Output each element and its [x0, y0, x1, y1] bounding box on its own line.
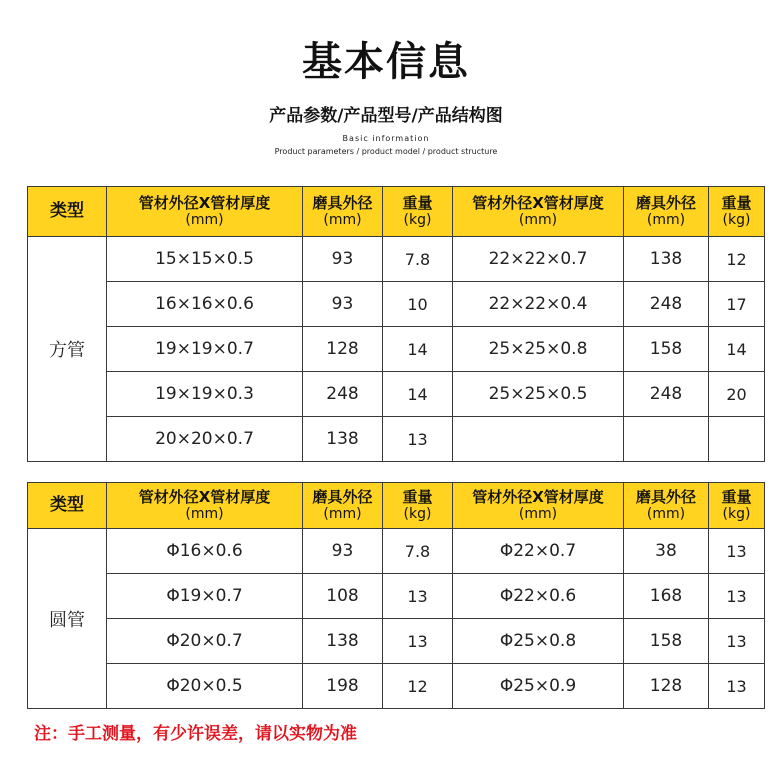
die-cell: 158 [624, 619, 709, 664]
header-die: 磨具外径 (mm) [624, 187, 709, 237]
header-weight: 重量 (kg) [383, 483, 453, 529]
table-row [28, 619, 765, 664]
weight-cell: 14 [709, 327, 765, 372]
spec-cell: 16×16×0.6 [107, 282, 303, 327]
die-cell: 93 [303, 282, 383, 327]
table-row [28, 529, 765, 574]
header-spec: 管材外径X管材厚度 (mm) [453, 187, 624, 237]
weight-cell: 13 [709, 529, 765, 574]
square-tube-table [27, 186, 765, 462]
die-cell: 38 [624, 529, 709, 574]
table-row [28, 327, 765, 372]
weight-cell: 20 [709, 372, 765, 417]
weight-cell: 10 [383, 282, 453, 327]
spec-cell: 19×19×0.3 [107, 372, 303, 417]
table-row [28, 372, 765, 417]
weight-cell: 7.8 [383, 237, 453, 282]
weight-cell: 12 [383, 664, 453, 709]
weight-cell: 13 [383, 619, 453, 664]
die-cell: 248 [303, 372, 383, 417]
weight-cell: 17 [709, 282, 765, 327]
spec-cell: 25×25×0.5 [453, 372, 624, 417]
die-cell: 93 [303, 529, 383, 574]
table-row [28, 237, 765, 282]
header-die: 磨具外径 (mm) [303, 483, 383, 529]
page-title: 基本信息 [302, 39, 470, 85]
spec-cell: 22×22×0.7 [453, 237, 624, 282]
die-cell: 138 [303, 417, 383, 462]
weight-cell: 13 [709, 574, 765, 619]
spec-cell [453, 417, 624, 462]
spec-cell: 15×15×0.5 [107, 237, 303, 282]
page-subtitle: 产品参数/产品型号/产品结构图 [269, 106, 503, 126]
die-cell: 93 [303, 237, 383, 282]
header-weight: 重量 (kg) [709, 187, 765, 237]
weight-cell: 13 [709, 619, 765, 664]
header-spec: 管材外径X管材厚度 (mm) [107, 187, 303, 237]
spec-cell: 25×25×0.8 [453, 327, 624, 372]
weight-cell [709, 417, 765, 462]
weight-cell: 7.8 [383, 529, 453, 574]
header-spec: 管材外径X管材厚度 (mm) [107, 483, 303, 529]
table-row [28, 417, 765, 462]
header-die: 磨具外径 (mm) [624, 483, 709, 529]
die-cell: 158 [624, 327, 709, 372]
header-die: 磨具外径 (mm) [303, 187, 383, 237]
weight-cell: 13 [383, 417, 453, 462]
die-cell: 198 [303, 664, 383, 709]
header-weight: 重量 (kg) [383, 187, 453, 237]
spec-cell: Φ16×0.6 [107, 529, 303, 574]
header-weight: 重量 (kg) [709, 483, 765, 529]
die-cell: 128 [624, 664, 709, 709]
die-cell: 248 [624, 282, 709, 327]
spec-cell: 19×19×0.7 [107, 327, 303, 372]
weight-cell: 14 [383, 327, 453, 372]
weight-cell: 13 [383, 574, 453, 619]
header-type: 类型 [28, 483, 107, 529]
spec-cell: Φ25×0.9 [453, 664, 624, 709]
die-cell: 138 [624, 237, 709, 282]
spec-cell: 22×22×0.4 [453, 282, 624, 327]
table-row [28, 664, 765, 709]
header-spec: 管材外径X管材厚度 (mm) [453, 483, 624, 529]
type-cell-square: 方管 [28, 237, 107, 462]
spec-cell: Φ19×0.7 [107, 574, 303, 619]
table-row [28, 282, 765, 327]
die-cell: 128 [303, 327, 383, 372]
die-cell [624, 417, 709, 462]
spec-cell: Φ22×0.7 [453, 529, 624, 574]
table-header-row [28, 483, 765, 529]
english-subtitle: Product parameters / product model / product structure [274, 147, 498, 156]
header-type: 类型 [28, 187, 107, 237]
spec-cell: Φ25×0.8 [453, 619, 624, 664]
round-tube-table [27, 482, 765, 709]
measurement-note: 注：手工测量，有少许误差，请以实物为准 [34, 724, 357, 744]
spec-cell: Φ20×0.5 [107, 664, 303, 709]
die-cell: 168 [624, 574, 709, 619]
table-header-row [28, 187, 765, 237]
die-cell: 248 [624, 372, 709, 417]
die-cell: 108 [303, 574, 383, 619]
spec-cell: Φ22×0.6 [453, 574, 624, 619]
die-cell: 138 [303, 619, 383, 664]
spec-cell: 20×20×0.7 [107, 417, 303, 462]
weight-cell: 14 [383, 372, 453, 417]
table-row [28, 574, 765, 619]
weight-cell: 13 [709, 664, 765, 709]
english-title: Basic information [342, 134, 430, 143]
weight-cell: 12 [709, 237, 765, 282]
spec-cell: Φ20×0.7 [107, 619, 303, 664]
type-cell-round: 圆管 [28, 529, 107, 709]
